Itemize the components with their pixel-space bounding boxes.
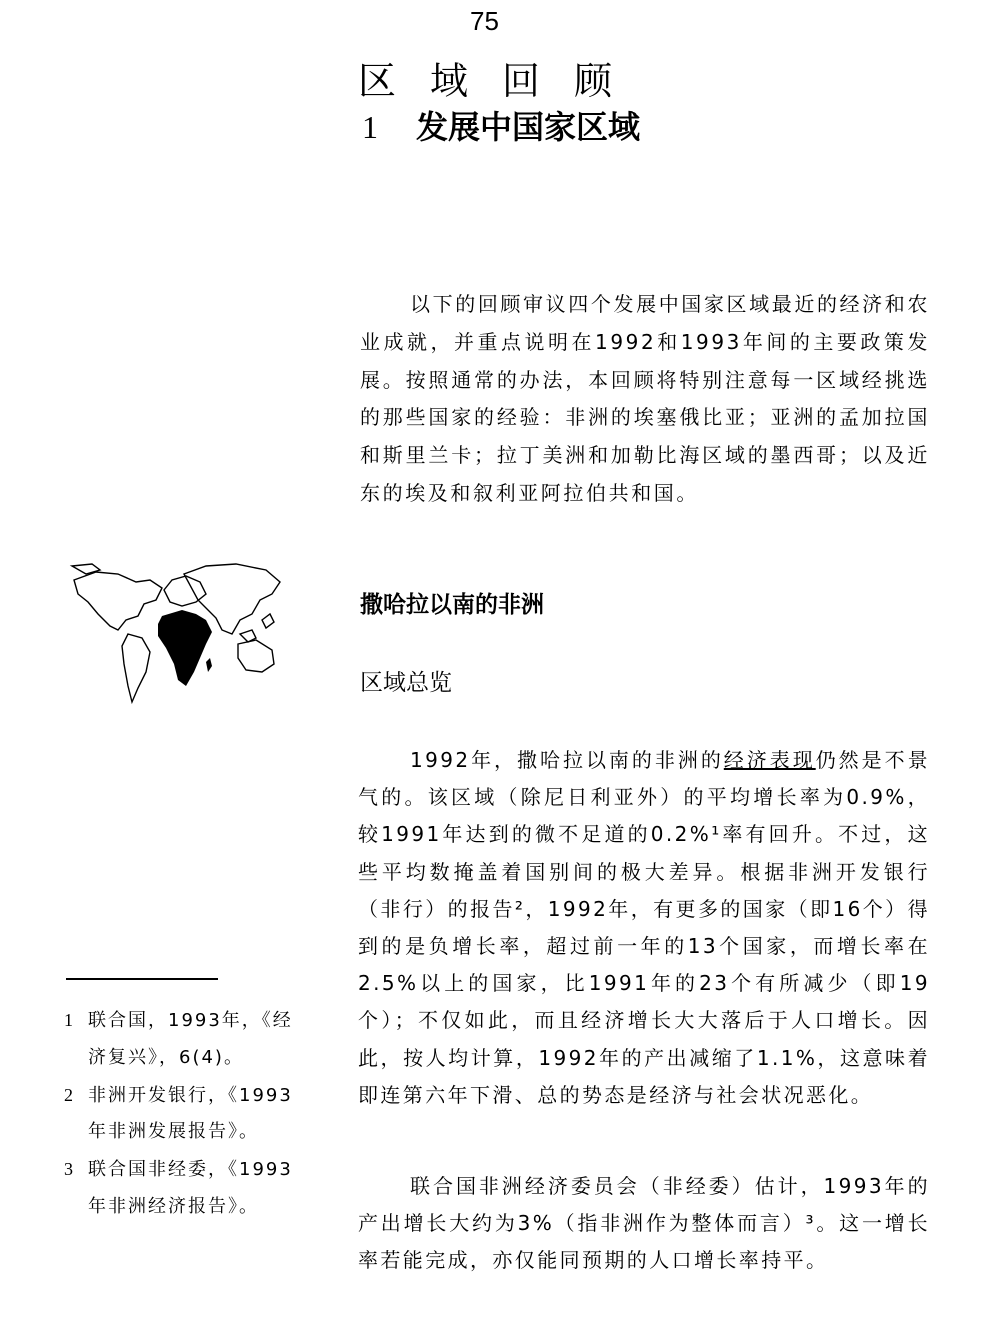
chapter-title	[362, 102, 640, 148]
chapter-title-text: 发展中国家区域	[416, 108, 641, 146]
paragraph-1-rest: 仍然是不景气的。该区域（除尼日利亚外）的平均增长率为0.9%，较1991年达到的微不足道的0.2%¹率有回升。不过，这些平均数掩盖着国别间的极大差异。根据非洲开发银行（非行）的报告²，1992年，有更多的国家（即16个）得到的是负增长率，超过前一年的13个国家，而增长率在2.5%以上的国家，比1991年的23个有所减少（即19个）；不仅如此，而且经济增长大大落后于人口增长。因此，按人均计算，1992年的产出减缩了1.1%，这意味着即连第六年下滑、总的势态是经济与社会状况恶化。	[358, 748, 930, 1107]
footnote-text: 联合国非经委，《1993年非洲经济报告》。	[88, 1159, 293, 1217]
paragraph-2: 联合国非洲经济委员会（非经委）估计，1993年的产出增长大约为3%（指非洲作为整体而言）³。这一增长率若能完成，亦仅能同预期的人口增长率持平。	[358, 1174, 930, 1273]
footnote-number: 2	[64, 1084, 75, 1105]
paragraph-1	[358, 742, 930, 1114]
region-heading: 撒哈拉以南的非洲	[360, 592, 544, 618]
page-number: 75	[470, 6, 499, 36]
footnote-text: 联合国，1993年，《经济复兴》，6(4)。	[88, 1010, 293, 1068]
footnote-number: 3	[64, 1159, 75, 1180]
paragraph-1-underlined: 经济表现	[723, 748, 816, 772]
footnotes	[64, 1002, 294, 1226]
footnote-divider	[66, 978, 218, 980]
footnote-number: 1	[64, 1010, 75, 1030]
footnote-text: 非洲开发银行，《1993年非洲发展报告》。	[88, 1084, 293, 1143]
footnote	[64, 1151, 294, 1226]
paragraph-1-start: 1992年，撒哈拉以南的非洲的	[410, 748, 724, 772]
footnote	[64, 1002, 294, 1077]
chapter-number: 1	[362, 109, 378, 145]
overview-heading: 区域总览	[360, 670, 452, 696]
world-map-icon	[66, 560, 286, 710]
africa-highlight	[158, 610, 212, 686]
intro-paragraph: 以下的回顾审议四个发展中国家区域最近的经济和农业成就，并重点说明在1992和1993年间的主要政策发展。按照通常的办法，本回顾将特别注意每一区域经挑选的那些国家的经验：非洲的埃塞俄比亚；亚洲的孟加拉国和斯里兰卡；拉丁美洲和加勒比海区域的墨西哥；以及近东的埃及和叙利亚阿拉伯共和国。	[360, 292, 930, 505]
footnote	[64, 1077, 294, 1152]
section-title: 区域回顾	[358, 59, 647, 103]
